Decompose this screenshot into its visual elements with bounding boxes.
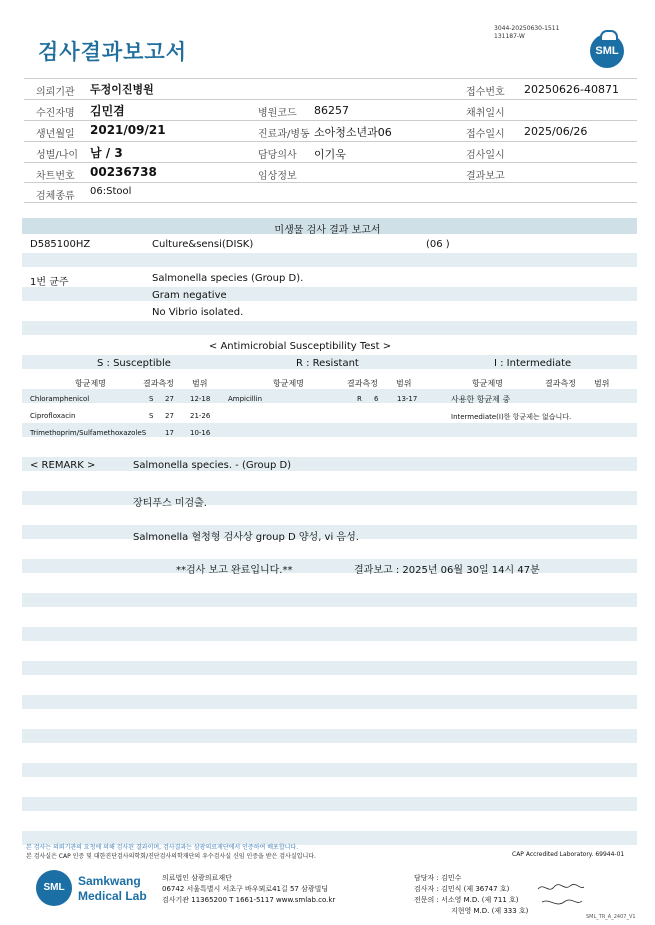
footer-logo-icon bbox=[36, 870, 72, 906]
receipt-no-value: 20250626-40871 bbox=[524, 83, 619, 96]
clinical-label: 임상정보 bbox=[258, 171, 297, 182]
divider bbox=[24, 99, 637, 100]
name-value: 김민겸 bbox=[90, 104, 125, 118]
row-band bbox=[22, 287, 637, 301]
ast-mm: 27 bbox=[165, 412, 174, 420]
report-label: 결과보고 bbox=[466, 171, 505, 182]
footer-note-1: 본 검사는 의뢰기관의 요청에 의해 검사된 결과이며, 검사결과는 삼광의료재단에서 인증하여 배포합니다. bbox=[26, 844, 299, 851]
chart-no-value: 00236738 bbox=[90, 165, 157, 179]
row-band bbox=[22, 729, 637, 743]
specimen-label: 검체종류 bbox=[36, 191, 75, 202]
col-drug-3: 항균제명 bbox=[472, 379, 503, 388]
ast-mm: 17 bbox=[165, 429, 174, 437]
organism-label: 1번 균주 bbox=[30, 277, 69, 288]
receipt-no-label: 접수번호 bbox=[466, 87, 505, 98]
ast-drug: Trimethoprim/SulfamethoxazoleS bbox=[30, 429, 147, 437]
col-drug-1: 항균제명 bbox=[75, 379, 106, 388]
test-specimen: (06 ) bbox=[426, 239, 450, 250]
ast-range: 21-26 bbox=[190, 412, 211, 420]
footer-note-2: 본 검사실은 CAP 인증 및 대한진단검사의학회/진단검사의학재단의 우수검사실 신임 인증을 받은 검사실입니다. bbox=[26, 853, 316, 860]
cap-accreditation: CAP Accredited Laboratory. 69944-01 bbox=[512, 851, 625, 858]
dob-label: 생년월일 bbox=[36, 129, 75, 140]
collection-date-label: 채취일시 bbox=[466, 108, 505, 119]
remark-line3: Salmonella 혈청형 검사상 group D 양성, vi 음성. bbox=[133, 532, 359, 543]
dept-value: 소아청소년과06 bbox=[314, 126, 392, 139]
row-band bbox=[22, 763, 637, 777]
brand-line2: Medical Lab bbox=[78, 889, 147, 903]
doc-code-line1: 3044-20250630-1511 bbox=[494, 25, 560, 32]
ast-drug: Ciprofloxacin bbox=[30, 412, 76, 420]
legend-intermediate: I : Intermediate bbox=[494, 358, 572, 369]
report-complete: **검사 보고 완료입니다.** bbox=[176, 565, 293, 576]
doctor-value: 이기욱 bbox=[314, 148, 346, 161]
signature-image bbox=[536, 880, 586, 914]
remark-line2: 장티푸스 미검출. bbox=[133, 498, 207, 509]
divider bbox=[24, 78, 637, 79]
receipt-date-value: 2025/06/26 bbox=[524, 125, 588, 138]
row-band bbox=[22, 389, 637, 403]
specimen-value: 06:Stool bbox=[90, 186, 132, 197]
doctor-label: 담당의사 bbox=[258, 150, 297, 161]
row-band bbox=[22, 457, 637, 471]
test-date-label: 검사일시 bbox=[466, 150, 505, 161]
ast-drug: Ampicillin bbox=[228, 395, 263, 403]
institution-label: 의뢰기관 bbox=[36, 87, 75, 98]
row-band bbox=[22, 695, 637, 709]
divider bbox=[24, 141, 637, 142]
divider bbox=[24, 182, 637, 183]
divider bbox=[24, 202, 637, 203]
org-line2: 06742 서울특별시 서초구 바우뫼로41길 57 삼광빌딩 bbox=[162, 885, 329, 893]
staff-manager: 담당자 : 김민수 bbox=[414, 874, 462, 882]
ast-sir: S bbox=[149, 395, 154, 403]
col-result-2: 결과측정 bbox=[347, 379, 378, 388]
row-band bbox=[22, 661, 637, 675]
ast-mm: 27 bbox=[165, 395, 174, 403]
brand-line1: Samkwang bbox=[78, 874, 141, 888]
name-label: 수진자명 bbox=[36, 108, 75, 119]
divider bbox=[24, 162, 637, 163]
staff-specialist-1: 전문의 : 서소영 M.D. (제 711 호) bbox=[414, 896, 519, 904]
col-drug-2: 항균제명 bbox=[273, 379, 304, 388]
footer-logo-text: SML bbox=[43, 882, 65, 893]
remark-label: < REMARK > bbox=[30, 460, 96, 471]
legend-susceptible: S : Susceptible bbox=[97, 358, 171, 369]
staff-tester: 검사자 : 김민식 (제 36747 호) bbox=[414, 885, 510, 893]
divider bbox=[24, 120, 637, 121]
org-line3: 검사기관 11365200 T 1661-5117 www.smlab.co.kr bbox=[162, 896, 336, 904]
row-band bbox=[22, 253, 637, 267]
chart-no-label: 차트번호 bbox=[36, 171, 75, 182]
col-result-1: 결과측정 bbox=[143, 379, 174, 388]
remark-line1: Salmonella species. - (Group D) bbox=[133, 460, 292, 471]
row-band bbox=[22, 627, 637, 641]
doc-code-line2: 131187-W bbox=[494, 33, 525, 40]
row-band bbox=[22, 559, 637, 573]
ast-mm: 6 bbox=[374, 395, 379, 403]
ast-title: < Antimicrobial Susceptibility Test > bbox=[208, 341, 392, 352]
staff-specialist-2: 지현영 M.D. (제 333 호) bbox=[451, 907, 529, 915]
ast-range: 10-16 bbox=[190, 429, 211, 437]
sml-logo: SML bbox=[590, 34, 624, 68]
ast-sir: R bbox=[357, 395, 362, 403]
col-range-2: 범위 bbox=[396, 379, 412, 388]
sex-age-label: 성별/나이 bbox=[36, 150, 79, 161]
ast-drug: Chloramphenicol bbox=[30, 395, 90, 403]
ast-sir: S bbox=[149, 412, 154, 420]
section-title: 미생물 검사 결과 보고서 bbox=[274, 225, 381, 236]
organism-line1: Salmonella species (Group D). bbox=[152, 273, 304, 284]
legend-resistant: R : Resistant bbox=[296, 358, 359, 369]
organism-line3: No Vibrio isolated. bbox=[152, 307, 244, 318]
test-code: D585100HZ bbox=[30, 239, 91, 250]
row-band bbox=[22, 797, 637, 811]
page-title: 검사결과보고서 bbox=[38, 40, 188, 64]
ast-note1: 사용한 항균제 중 bbox=[451, 395, 511, 404]
ast-range: 13-17 bbox=[397, 395, 418, 403]
organism-line2: Gram negative bbox=[152, 290, 227, 301]
sex-age-value: 남 / 3 bbox=[90, 146, 123, 160]
col-range-3: 범위 bbox=[594, 379, 610, 388]
hospital-code-value: 86257 bbox=[314, 104, 349, 117]
org-line1: 의료법인 삼광의료재단 bbox=[162, 874, 232, 882]
dob-value: 2021/09/21 bbox=[90, 123, 166, 137]
report-time: 결과보고 : 2025년 06월 30일 14시 47분 bbox=[354, 565, 540, 576]
institution-value: 두정이진병원 bbox=[90, 83, 154, 96]
receipt-date-label: 접수일시 bbox=[466, 129, 505, 140]
col-range-1: 범위 bbox=[192, 379, 208, 388]
hospital-code-label: 병원코드 bbox=[258, 108, 297, 119]
col-result-3: 결과측정 bbox=[545, 379, 576, 388]
dept-label: 진료과/병동 bbox=[258, 129, 310, 140]
form-code: SML_TR_A_2407_V1 bbox=[586, 914, 636, 920]
row-band bbox=[22, 593, 637, 607]
ast-note2: Intermediate(I)한 항균제는 없습니다. bbox=[451, 413, 572, 421]
row-band bbox=[22, 321, 637, 335]
ast-range: 12-18 bbox=[190, 395, 211, 403]
test-name: Culture&sensi(DISK) bbox=[152, 239, 254, 250]
document-code bbox=[494, 25, 559, 41]
row-band bbox=[22, 491, 637, 505]
